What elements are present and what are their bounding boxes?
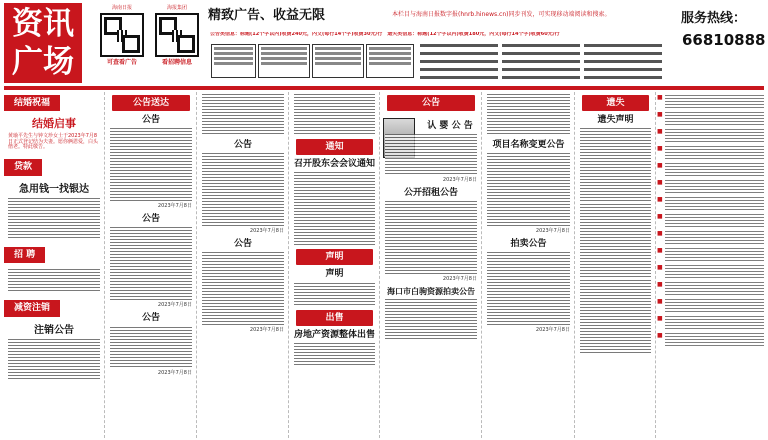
lease-body <box>385 201 477 275</box>
lost-item-6 <box>657 180 764 194</box>
notice-date-1: 2023年7月8日 <box>157 203 192 210</box>
lease-date: 2023年7月8日 <box>442 276 477 283</box>
notice-title-2: 公告 <box>141 214 160 225</box>
notice-body-1 <box>110 128 192 202</box>
column-4 <box>290 92 380 438</box>
recruit-section-title: 招 聘 <box>4 247 45 263</box>
header-divider <box>4 86 764 90</box>
auction-date: 2023年7月8日 <box>535 327 570 334</box>
page-header <box>0 0 768 86</box>
cancel-title: 注销公告 <box>34 324 74 336</box>
lost-item-15 <box>657 333 764 347</box>
wedding-title: 结婚启事 <box>32 117 76 131</box>
project-change-title: 项目名称变更公告 <box>492 140 565 150</box>
lost-item-9 <box>657 231 764 245</box>
notice-title-3: 公告 <box>141 313 160 324</box>
column-7 <box>576 92 656 438</box>
notice-date-2: 2023年7月8日 <box>157 302 192 309</box>
hotline-label: 服务热线： <box>681 11 747 26</box>
lease-title: 公开招租公告 <box>403 188 458 199</box>
section-sale: 出售 <box>296 310 373 326</box>
lost-item-5 <box>657 163 764 177</box>
auction-body <box>487 252 570 326</box>
col3-date-2: 2023年7月8日 <box>249 327 284 334</box>
sale-title: 房地产资源整体出售 <box>293 329 375 340</box>
bullet-13: ■ <box>657 298 663 305</box>
section-notice-2: 公告 <box>387 95 475 111</box>
lost-body-2 <box>580 204 651 278</box>
adopt-body <box>385 134 477 176</box>
loan-ad-body <box>8 198 100 240</box>
auction-title: 拍卖公告 <box>510 239 547 250</box>
qr-right-caption: 看招聘信息 <box>161 59 192 66</box>
contact-list <box>418 43 668 79</box>
project-change-date: 2023年7月8日 <box>535 228 570 235</box>
column-2 <box>106 92 197 438</box>
lost-item-7 <box>657 197 764 211</box>
column-3 <box>198 92 289 438</box>
col3-top-body <box>202 94 284 136</box>
bullet-7: ■ <box>657 196 663 203</box>
recruit-body <box>8 269 100 293</box>
rate-box-3 <box>312 44 364 78</box>
section-service: 公告送达 <box>112 95 190 111</box>
haikou-body <box>385 299 477 341</box>
section-notice: 通知 <box>296 139 373 155</box>
column-6 <box>483 92 575 438</box>
adopt-title: 认 婴 公 告 <box>427 121 473 131</box>
bullet-10: ■ <box>657 247 663 254</box>
loan-ad-title: 急用钱一找银达 <box>19 183 89 195</box>
bullet-15: ■ <box>657 332 663 339</box>
col3-title-2: 公告 <box>233 239 252 250</box>
bullet-3: ■ <box>657 128 663 135</box>
shareholder-title: 召开股东会会议通知 <box>293 159 375 169</box>
qr-left <box>96 6 148 67</box>
lost-item-12 <box>657 282 764 296</box>
brand-line-2: 广场 <box>12 44 74 80</box>
bullet-12: ■ <box>657 281 663 288</box>
section-statement: 声明 <box>296 249 373 265</box>
lost-item-8 <box>657 214 764 228</box>
lost-item-1 <box>657 95 764 109</box>
column-1 <box>4 92 105 438</box>
notice-date-3: 2023年7月8日 <box>157 369 192 376</box>
shareholder-body <box>294 172 375 246</box>
haikou-title: 海口市白驹资源拍卖公告 <box>387 287 475 297</box>
qr-left-caption: 可查看广告 <box>106 59 137 66</box>
website-note: 本栏目与海南日报数字报(hnrb.hinews.cn)同步刊发，可实现移动端阅读和搜索。 <box>392 11 611 18</box>
lost-item-2 <box>657 112 764 126</box>
qr-right-head: 海报集团 <box>166 5 187 11</box>
lost-item-14 <box>657 316 764 330</box>
loan-section-title: 贷款 <box>4 159 42 175</box>
lost-title: 遗失声明 <box>597 115 634 125</box>
statement-title: 声明 <box>325 269 344 280</box>
notice-body-3 <box>110 327 192 369</box>
rates-line: 公告类信息：标题(12个字以内)收费240元，内文(每行14个字)收费30元/行 遗失类信息：标题(12个字以内)收费180元，内文(每行14个字)收费60元/行 <box>210 32 560 37</box>
lost-item-10 <box>657 248 764 262</box>
bullet-4: ■ <box>657 145 663 152</box>
sale-body <box>294 343 375 367</box>
slogan: 精致广告、收益无限 <box>208 8 326 23</box>
notice-title-1: 公告 <box>141 115 160 125</box>
congrats-section-title: 结婚祝福 <box>4 95 60 111</box>
bullet-1: ■ <box>657 94 663 101</box>
col3-title-1: 公告 <box>233 140 252 150</box>
lost-body-1 <box>580 128 651 202</box>
qr-left-head: 海南日报 <box>111 5 132 11</box>
col3-body-2 <box>202 252 284 326</box>
lost-item-4 <box>657 146 764 160</box>
bullet-11: ■ <box>657 264 663 271</box>
bullet-9: ■ <box>657 230 663 237</box>
brand-logo <box>4 3 82 83</box>
bullet-8: ■ <box>657 213 663 220</box>
col6-top-body <box>487 94 570 136</box>
bullet-14: ■ <box>657 315 663 322</box>
lost-item-11 <box>657 265 764 279</box>
rate-box-1 <box>211 44 256 78</box>
col3-body-1 <box>202 153 284 227</box>
section-lost: 遗失 <box>582 95 649 111</box>
bullet-6: ■ <box>657 179 663 186</box>
hotline-number: 66810888 <box>682 31 766 49</box>
lost-item-3 <box>657 129 764 143</box>
qr-code-left <box>100 13 144 57</box>
col3-date-1: 2023年7月8日 <box>249 228 284 235</box>
rate-box-4 <box>366 44 414 78</box>
rate-box-2 <box>258 44 310 78</box>
lost-body-3 <box>580 280 651 354</box>
brand-line-1: 资讯 <box>12 6 74 42</box>
right-column <box>657 92 764 438</box>
bullet-2: ■ <box>657 111 663 118</box>
column-5 <box>381 92 482 438</box>
qr-right <box>151 6 203 67</box>
bullet-5: ■ <box>657 162 663 169</box>
reduction-section-title: 减资注销 <box>4 300 60 316</box>
qr-code-right <box>155 13 199 57</box>
wedding-text: 黄瑜平先生与钟文珍女士于2023年7月8日正式登记结为夫妻。愿你俩恩爱，白头偕老。特此敬告。 <box>8 132 99 151</box>
project-change-body <box>487 153 570 227</box>
col4-top-body <box>294 94 375 136</box>
statement-body <box>294 283 375 307</box>
notice-body-2 <box>110 227 192 301</box>
cancel-body <box>8 339 100 381</box>
adopt-date: 2023年7月8日 <box>442 177 477 184</box>
lost-item-13 <box>657 299 764 313</box>
